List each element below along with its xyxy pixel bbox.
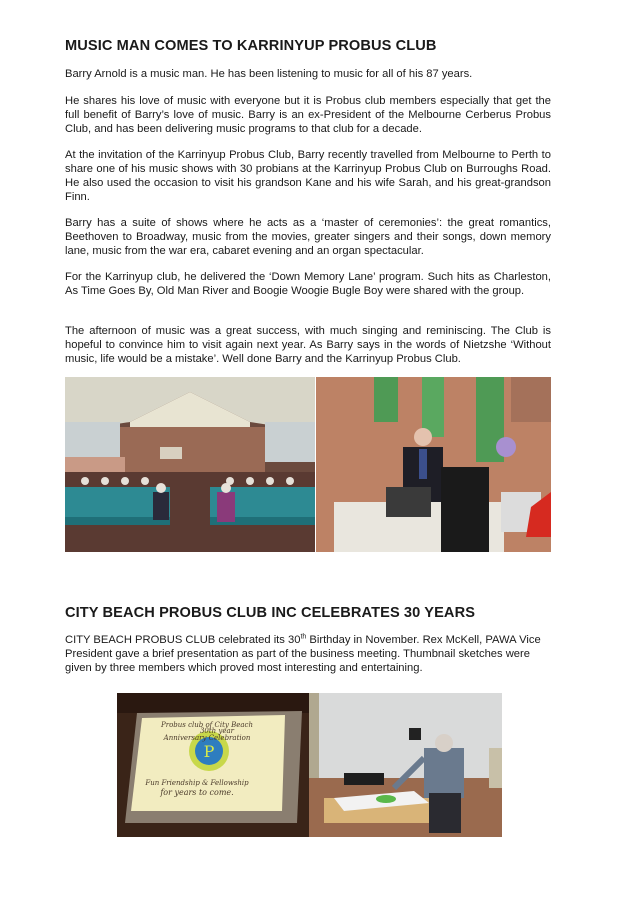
cake-text-line: Anniversary Celebration [163, 734, 251, 742]
cake-cutting-photo [309, 693, 502, 837]
cake-text-line: Fun Friendship & Fellowship [145, 779, 249, 787]
article1-paragraph: Barry Arnold is a music man. He has been listening to music for all of his 87 years. [65, 68, 473, 80]
cake-photo [117, 693, 309, 837]
paragraph-text: Birthday in November. Rex McKell, PAWA Vice President gave a brief presentation as part of the business meeting. Thumbnail sketches were given by three members which proved most interesting and entertaining. [65, 634, 541, 674]
article1-paragraph: For the Karrinyup club, he delivered the ‘Down Memory Lane’ program. Such hits as Charleston, As Time Goes By, Old Man River and Boogie Woogie Bugle Boy were shared with the group. [65, 271, 551, 297]
svg-text:P: P [203, 742, 215, 761]
article-title-city-beach: CITY BEACH PROBUS CLUB INC CELEBRATES 30 YEARS [65, 605, 476, 621]
paragraph-text: CITY BEACH PROBUS CLUB celebrated its 30 [65, 634, 301, 646]
cake-text-line: Probus club of City Beach [161, 721, 253, 729]
article1-paragraph: The afternoon of music was a great success, with much singing and reminiscing. The Club is hopeful to convince him to visit again next year. As Barry says in the words of Nietzshe ‘Without music, life would be a mistake’. Well done Barry and the Karrinyup Probus Club. [65, 325, 551, 365]
article-title-music-man: MUSIC MAN COMES TO KARRINYUP PROBUS CLUB [65, 38, 437, 54]
audience-photo [65, 377, 315, 552]
article1-paragraph: He shares his love of music with everyone but it is Probus club members especially that get the full benefit of Barry’s love of music. Barry is an ex-President of the Melbourne Cerberus Probus Club, and has been delivering music programs to that club for a decade. [65, 95, 551, 135]
article1-paragraph: Barry has a suite of shows where he acts as a ‘master of ceremonies’: the great romantics, Beethoven to Broadway, music from the movies, greater singers and their songs, down memory lane, music from the war era, cabaret evening and an organ spectacular. [65, 217, 551, 257]
presenter-photo [316, 377, 551, 552]
ordinal-superscript: th [300, 633, 307, 641]
cake-text-line: for years to come. [160, 788, 234, 797]
article1-paragraph: At the invitation of the Karrinyup Probus Club, Barry recently travelled from Melbourne to Perth to share one of his music shows with 30 probians at the Karrinyup Probus Club on Burroughs Road. He also used the occasion to visit his grandson Kane and his wife Sarah, and his great-grandson Finn. [65, 149, 551, 203]
article2-paragraph [65, 634, 545, 676]
cake-text-line: 30th year [199, 727, 235, 735]
